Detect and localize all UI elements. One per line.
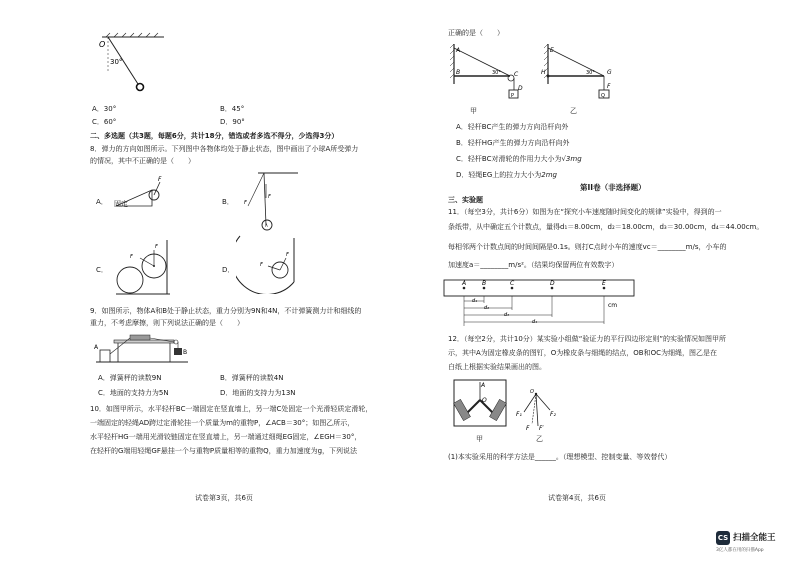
- q10-text-line2: 一端固定的轻绳AD跨过定滑轮挂一个质量为m的重物P，∠ACB＝30°；如图乙所示，: [90, 419, 355, 427]
- q10-option-c-text: C．轻杆BC对滑轮的作用力大小为: [456, 155, 562, 163]
- q9-fig-block-a: A: [94, 344, 99, 351]
- svg-text:H: H: [541, 69, 546, 76]
- q10-option-c: [456, 154, 582, 164]
- svg-text:30°: 30°: [492, 70, 501, 76]
- q10-option-a: A．轻杆BC产生的弹力方向沿杆向外: [456, 123, 569, 131]
- svg-text:Q: Q: [601, 93, 605, 99]
- svg-text:A: A: [456, 47, 461, 54]
- q10-option-c-value: √3mg: [561, 155, 582, 163]
- q10-fig-jia-caption: 甲: [470, 107, 477, 115]
- q12-fig-jia-caption: 甲: [476, 435, 483, 443]
- q7-point-o: O: [99, 40, 106, 49]
- section-2-heading: 二、多选题（共3题，每题6分，共计18分，错选或者多选不得分，少选得3分）: [90, 132, 339, 140]
- svg-text:F: F: [244, 200, 247, 206]
- q12-fig-f1: F₁: [516, 411, 522, 418]
- svg-text:F: F: [268, 194, 271, 200]
- svg-text:F: F: [158, 176, 162, 183]
- svg-text:F: F: [155, 244, 158, 250]
- q11-text-line3: 每相邻两个计数点间的时间间隔是0.1s。则打C点时小车的速度vc＝________m/s，小车的: [448, 243, 727, 251]
- q12-fig-point-o2: O: [530, 389, 534, 395]
- q11-point-e: E: [602, 280, 606, 287]
- q11-point-b: B: [482, 280, 487, 287]
- left-page-footer: 试卷第3页，共6页: [195, 494, 253, 502]
- q12-text-line2: 示，其中A为固定橡皮条的图钉，O为橡皮条与细绳的结点，OB和OC为细绳，图乙是在: [448, 349, 718, 357]
- svg-text:F: F: [130, 254, 133, 260]
- q10-text-line4: 在轻杆的G端用轻绳GF悬挂一个与重物P质量相等的重物Q，重力加速度为g，下列说法: [90, 447, 358, 455]
- q8-figure-b: [236, 170, 301, 235]
- q7-option-c: C．60°: [92, 118, 117, 126]
- camscanner-name: 扫描全能王: [733, 533, 776, 543]
- q11-d3-label: d₃: [504, 312, 510, 318]
- svg-text:A: A: [265, 223, 268, 228]
- svg-text:F: F: [286, 252, 289, 258]
- q8-figure-d: [236, 232, 300, 294]
- q9-fig-block-b: B: [183, 349, 188, 356]
- q7-option-d: D．90°: [220, 118, 245, 126]
- q11-point-c: C: [510, 280, 515, 287]
- q10-figure-jia: [448, 40, 528, 104]
- q12-fig-f2: F₂: [550, 411, 556, 418]
- q7-angle-label: 30°: [110, 58, 123, 66]
- q8-fixed-label: 固定: [114, 200, 128, 208]
- q9-text-line1: 9．如图所示，物体A和B处于静止状态，重力分别为9N和4N，不计弹簧测力计和细线的: [90, 307, 362, 315]
- q12-figure-jia: [450, 376, 510, 432]
- q12-text-line3: 白纸上根据实验结果画出的图。: [448, 363, 546, 371]
- q9-option-d: D．地面的支持力为13N: [220, 389, 296, 397]
- q11-d4-label: d₄: [532, 319, 538, 325]
- q8-text-line1: 8．弹力的方向如图所示。下列图中各物体均处于静止状态，图中画出了小球A所受弹力: [90, 145, 359, 153]
- q11-text-line4: 加速度a＝________m/s²。（结果均保留两位有效数字）: [448, 261, 619, 269]
- q12-text-line1: 12．（每空2分，共计10分）某实验小组做“验证力的平行四边形定则”的实验情况如图甲所: [448, 335, 727, 343]
- svg-text:C: C: [514, 71, 519, 78]
- svg-text:P: P: [511, 93, 515, 99]
- q11-unit-label: cm: [608, 302, 618, 309]
- q10-option-d-value: 2mg: [541, 171, 557, 179]
- q11-text-line2: 条纸带，从中确定五个计数点，量得d₁＝8.00cm，d₂＝18.00cm，d₃＝30.00cm，d₄＝44.00cm。: [448, 223, 764, 231]
- q11-point-a: A: [462, 280, 467, 287]
- camscanner-tagline: 3亿人都在用的扫描App: [716, 548, 764, 553]
- q10-option-d-text: D．轻绳EG上的拉力大小为: [456, 171, 542, 179]
- q10-continued: 正确的是（ ）: [448, 29, 504, 37]
- camscanner-logo: CS: [716, 531, 730, 545]
- q12-fig-point-o: O: [482, 397, 487, 404]
- q12-subquestion-1: (1)本实验采用的科学方法是______。（理想模型、控制变量、等效替代）: [448, 453, 672, 461]
- svg-text:F: F: [260, 262, 263, 268]
- q10-option-d: [456, 170, 557, 180]
- q9-option-b: B．弹簧秤的读数4N: [220, 374, 284, 382]
- q11-d2-label: d₂: [484, 305, 490, 311]
- section-3-heading: 三、实验题: [448, 196, 483, 204]
- q9-spring-scale-figure: [92, 332, 192, 368]
- q8-figure-c: [112, 238, 174, 298]
- svg-text:D: D: [518, 85, 523, 92]
- q7-option-a: A．30°: [92, 105, 117, 113]
- q12-fig-yi-caption: 乙: [536, 435, 543, 443]
- q12-fig-point-a: A: [481, 382, 486, 389]
- q10-option-b: B．轻杆HG产生的弹力方向沿杆向外: [456, 139, 570, 147]
- q10-text-line3: 水平轻杆HG一端用光滑铰链固定在竖直墙上，另一端通过细绳EG固定，∠EGH＝30°，: [90, 433, 362, 441]
- q10-figure-yi: [540, 40, 620, 104]
- q11-text-line1: 11．（每空3分，共计6分）如图为在“探究小车速度随时间变化的规律”实验中，得到的一: [448, 208, 722, 216]
- q8-text-line2: 的情况，其中不正确的是（ ）: [90, 157, 195, 165]
- svg-text:B: B: [456, 69, 461, 76]
- q7-pendulum-figure: [92, 32, 172, 94]
- q8-fig-d-label: D．: [222, 266, 235, 274]
- q11-d1-label: d₁: [472, 298, 478, 304]
- q8-fig-a-label: A．: [96, 198, 108, 206]
- svg-text:F: F: [607, 83, 611, 90]
- q10-text-line1: 10．如图甲所示，水平轻杆BC一端固定在竖直墙上，另一端C处固定一个光滑轻质定滑轮，: [90, 405, 373, 413]
- q11-point-d: D: [550, 280, 555, 287]
- q9-option-c: C．地面的支持力为5N: [98, 389, 169, 397]
- right-page-footer: 试卷第4页，共6页: [548, 494, 606, 502]
- q9-text-line2: 重力，不考虑摩擦，则下列说法正确的是（ ）: [90, 319, 244, 327]
- q10-fig-yi-caption: 乙: [570, 107, 577, 115]
- svg-text:30°: 30°: [586, 70, 595, 76]
- q12-figure-yi: [512, 386, 562, 434]
- svg-text:E: E: [550, 47, 554, 54]
- q9-option-a: A．弹簧秤的读数9N: [98, 374, 162, 382]
- q8-fig-c-label: C．: [96, 266, 108, 274]
- q11-paper-tape-figure: [440, 274, 640, 328]
- svg-text:G: G: [607, 69, 612, 76]
- q7-option-b: B．45°: [220, 105, 245, 113]
- q8-fig-b-label: B．: [222, 198, 234, 206]
- part-2-heading: 第II卷（非选择题）: [580, 183, 646, 192]
- q12-fig-f: F: [526, 425, 530, 432]
- q12-fig-fp: F′: [539, 425, 544, 432]
